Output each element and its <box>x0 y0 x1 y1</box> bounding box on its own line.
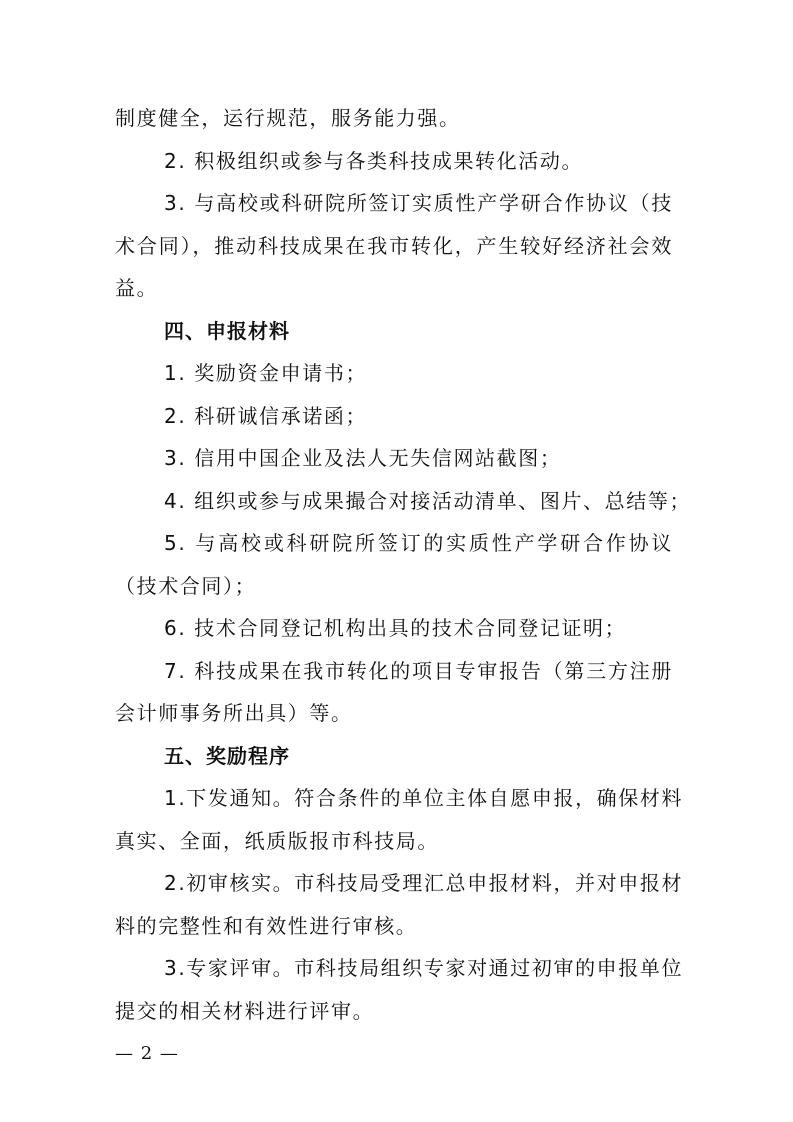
text-line-content: 5. 与高校或科研院所签订的实质性产学研合作协议 <box>164 531 673 555</box>
text-line-content: 会计师事务所出具）等。 <box>115 701 353 725</box>
text-line-content: 真实、全面，纸质版报市科技局。 <box>115 829 439 853</box>
text-line-content: 4. 组织或参与成果撮合对接活动清单、图片、总结等； <box>164 489 692 513</box>
text-line-content: 1. 奖励资金申请书； <box>164 361 368 385</box>
text-line-content: 2. 科研诚信承诺函； <box>164 404 368 428</box>
section-heading-text: 五、奖励程序 <box>164 744 290 768</box>
text-line-content: 3. 与高校或科研院所签订实质性产学研合作协议（技 <box>164 191 673 215</box>
section-heading-text: 四、申报材料 <box>164 319 290 343</box>
text-line-content: 2.初审核实。市科技局受理汇总申报材料，并对申报材 <box>164 871 684 895</box>
text-line-content: 术合同），推动科技成果在我市转化，产生较好经济社会效 <box>115 234 673 258</box>
text-line-content: 料的完整性和有效性进行审核。 <box>115 914 418 938</box>
text-line-content: 2. 积极组织或参与各类科技成果转化活动。 <box>164 149 584 173</box>
text-line-content: 1.下发通知。符合条件的单位主体自愿申报，确保材料 <box>164 786 684 810</box>
page-number: — 2 — <box>115 1043 179 1064</box>
text-line-content: 6. 技术合同登记机构出具的技术合同登记证明； <box>164 616 627 640</box>
text-line-content: 制度健全，运行规范，服务能力强。 <box>115 106 461 130</box>
text-line-content: 提交的相关材料进行评审。 <box>115 999 375 1023</box>
text-line-content: 7. 科技成果在我市转化的项目专审报告（第三方注册 <box>164 659 673 683</box>
text-line-content: 益。 <box>115 276 159 300</box>
text-line-content: 3. 信用中国企业及法人无失信网站截图； <box>164 446 562 470</box>
text-line-content: （技术合同）； <box>115 574 257 598</box>
text-line-content: 3.专家评审。市科技局组织专家对通过初审的申报单位 <box>164 956 684 980</box>
